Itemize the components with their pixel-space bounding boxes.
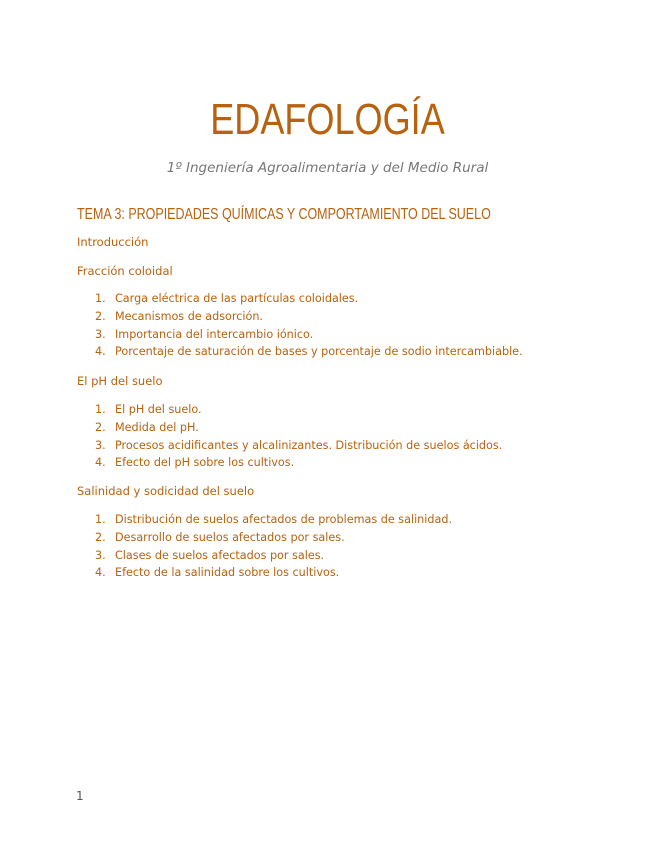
list-item bbox=[95, 419, 502, 437]
list-item bbox=[95, 529, 452, 547]
list-item-text: Porcentaje de saturación de bases y porcentaje de sodio intercambiable. bbox=[115, 345, 523, 359]
list-item-text: Efecto de la salinidad sobre los cultivos. bbox=[115, 566, 340, 580]
ph-del-suelo-list bbox=[95, 401, 502, 472]
list-item-number: 2. bbox=[95, 309, 106, 323]
list-item bbox=[95, 454, 502, 472]
list-item-text: Efecto del pH sobre los cultivos. bbox=[115, 456, 295, 470]
section-title-introduccion: Introducción bbox=[77, 235, 149, 249]
list-item-number: 1. bbox=[95, 403, 106, 416]
salinidad-sodicidad-list bbox=[95, 511, 452, 582]
list-item-number: 3. bbox=[95, 327, 106, 341]
list-item-number: 2. bbox=[95, 420, 106, 434]
list-item-number: 4. bbox=[95, 345, 106, 359]
list-item-text: Clases de suelos afectados por sales. bbox=[115, 548, 325, 562]
list-item bbox=[95, 547, 452, 565]
list-item-text: Desarrollo de suelos afectados por sales. bbox=[115, 530, 345, 544]
list-item-text: El pH del suelo. bbox=[115, 403, 202, 416]
list-item-text: Procesos acidificantes y alcalinizantes. Distribución de suelos ácidos. bbox=[115, 438, 503, 452]
list-item bbox=[95, 326, 523, 344]
page-subtitle: 1º Ingeniería Agroalimentaria y del Medio Rural bbox=[166, 160, 489, 176]
page-title: EDAFOLOGÍA bbox=[210, 95, 445, 144]
list-item-number: 3. bbox=[95, 438, 106, 452]
section-title-ph-del-suelo: El pH del suelo bbox=[77, 374, 163, 388]
list-item-number: 3. bbox=[95, 548, 106, 562]
topic-heading: TEMA 3: PROPIEDADES QUÍMICAS Y COMPORTAMIENTO DEL SUELO bbox=[77, 206, 491, 223]
list-item-text: Carga eléctrica de las partículas coloidales. bbox=[115, 292, 359, 305]
fraccion-coloidal-list bbox=[95, 290, 523, 361]
list-item-text: Distribución de suelos afectados de problemas de salinidad. bbox=[115, 513, 452, 526]
list-item-text: Importancia del intercambio iónico. bbox=[115, 327, 314, 341]
list-item bbox=[95, 290, 523, 308]
list-item-number: 4. bbox=[95, 456, 106, 470]
list-item bbox=[95, 401, 502, 419]
list-item bbox=[95, 511, 452, 529]
list-item-text: Medida del pH. bbox=[115, 420, 199, 434]
page-number: 1 bbox=[76, 789, 84, 803]
list-item bbox=[95, 343, 523, 361]
section-title-fraccion-coloidal: Fracción coloidal bbox=[77, 264, 173, 278]
list-item-number: 1. bbox=[95, 292, 106, 305]
list-item-number: 1. bbox=[95, 513, 106, 526]
list-item bbox=[95, 564, 452, 582]
list-item bbox=[95, 437, 502, 455]
list-item bbox=[95, 308, 523, 326]
section-title-salinidad-sodicidad: Salinidad y sodicidad del suelo bbox=[77, 484, 255, 498]
list-item-text: Mecanismos de adsorción. bbox=[115, 309, 263, 323]
list-item-number: 4. bbox=[95, 566, 106, 580]
list-item-number: 2. bbox=[95, 530, 106, 544]
